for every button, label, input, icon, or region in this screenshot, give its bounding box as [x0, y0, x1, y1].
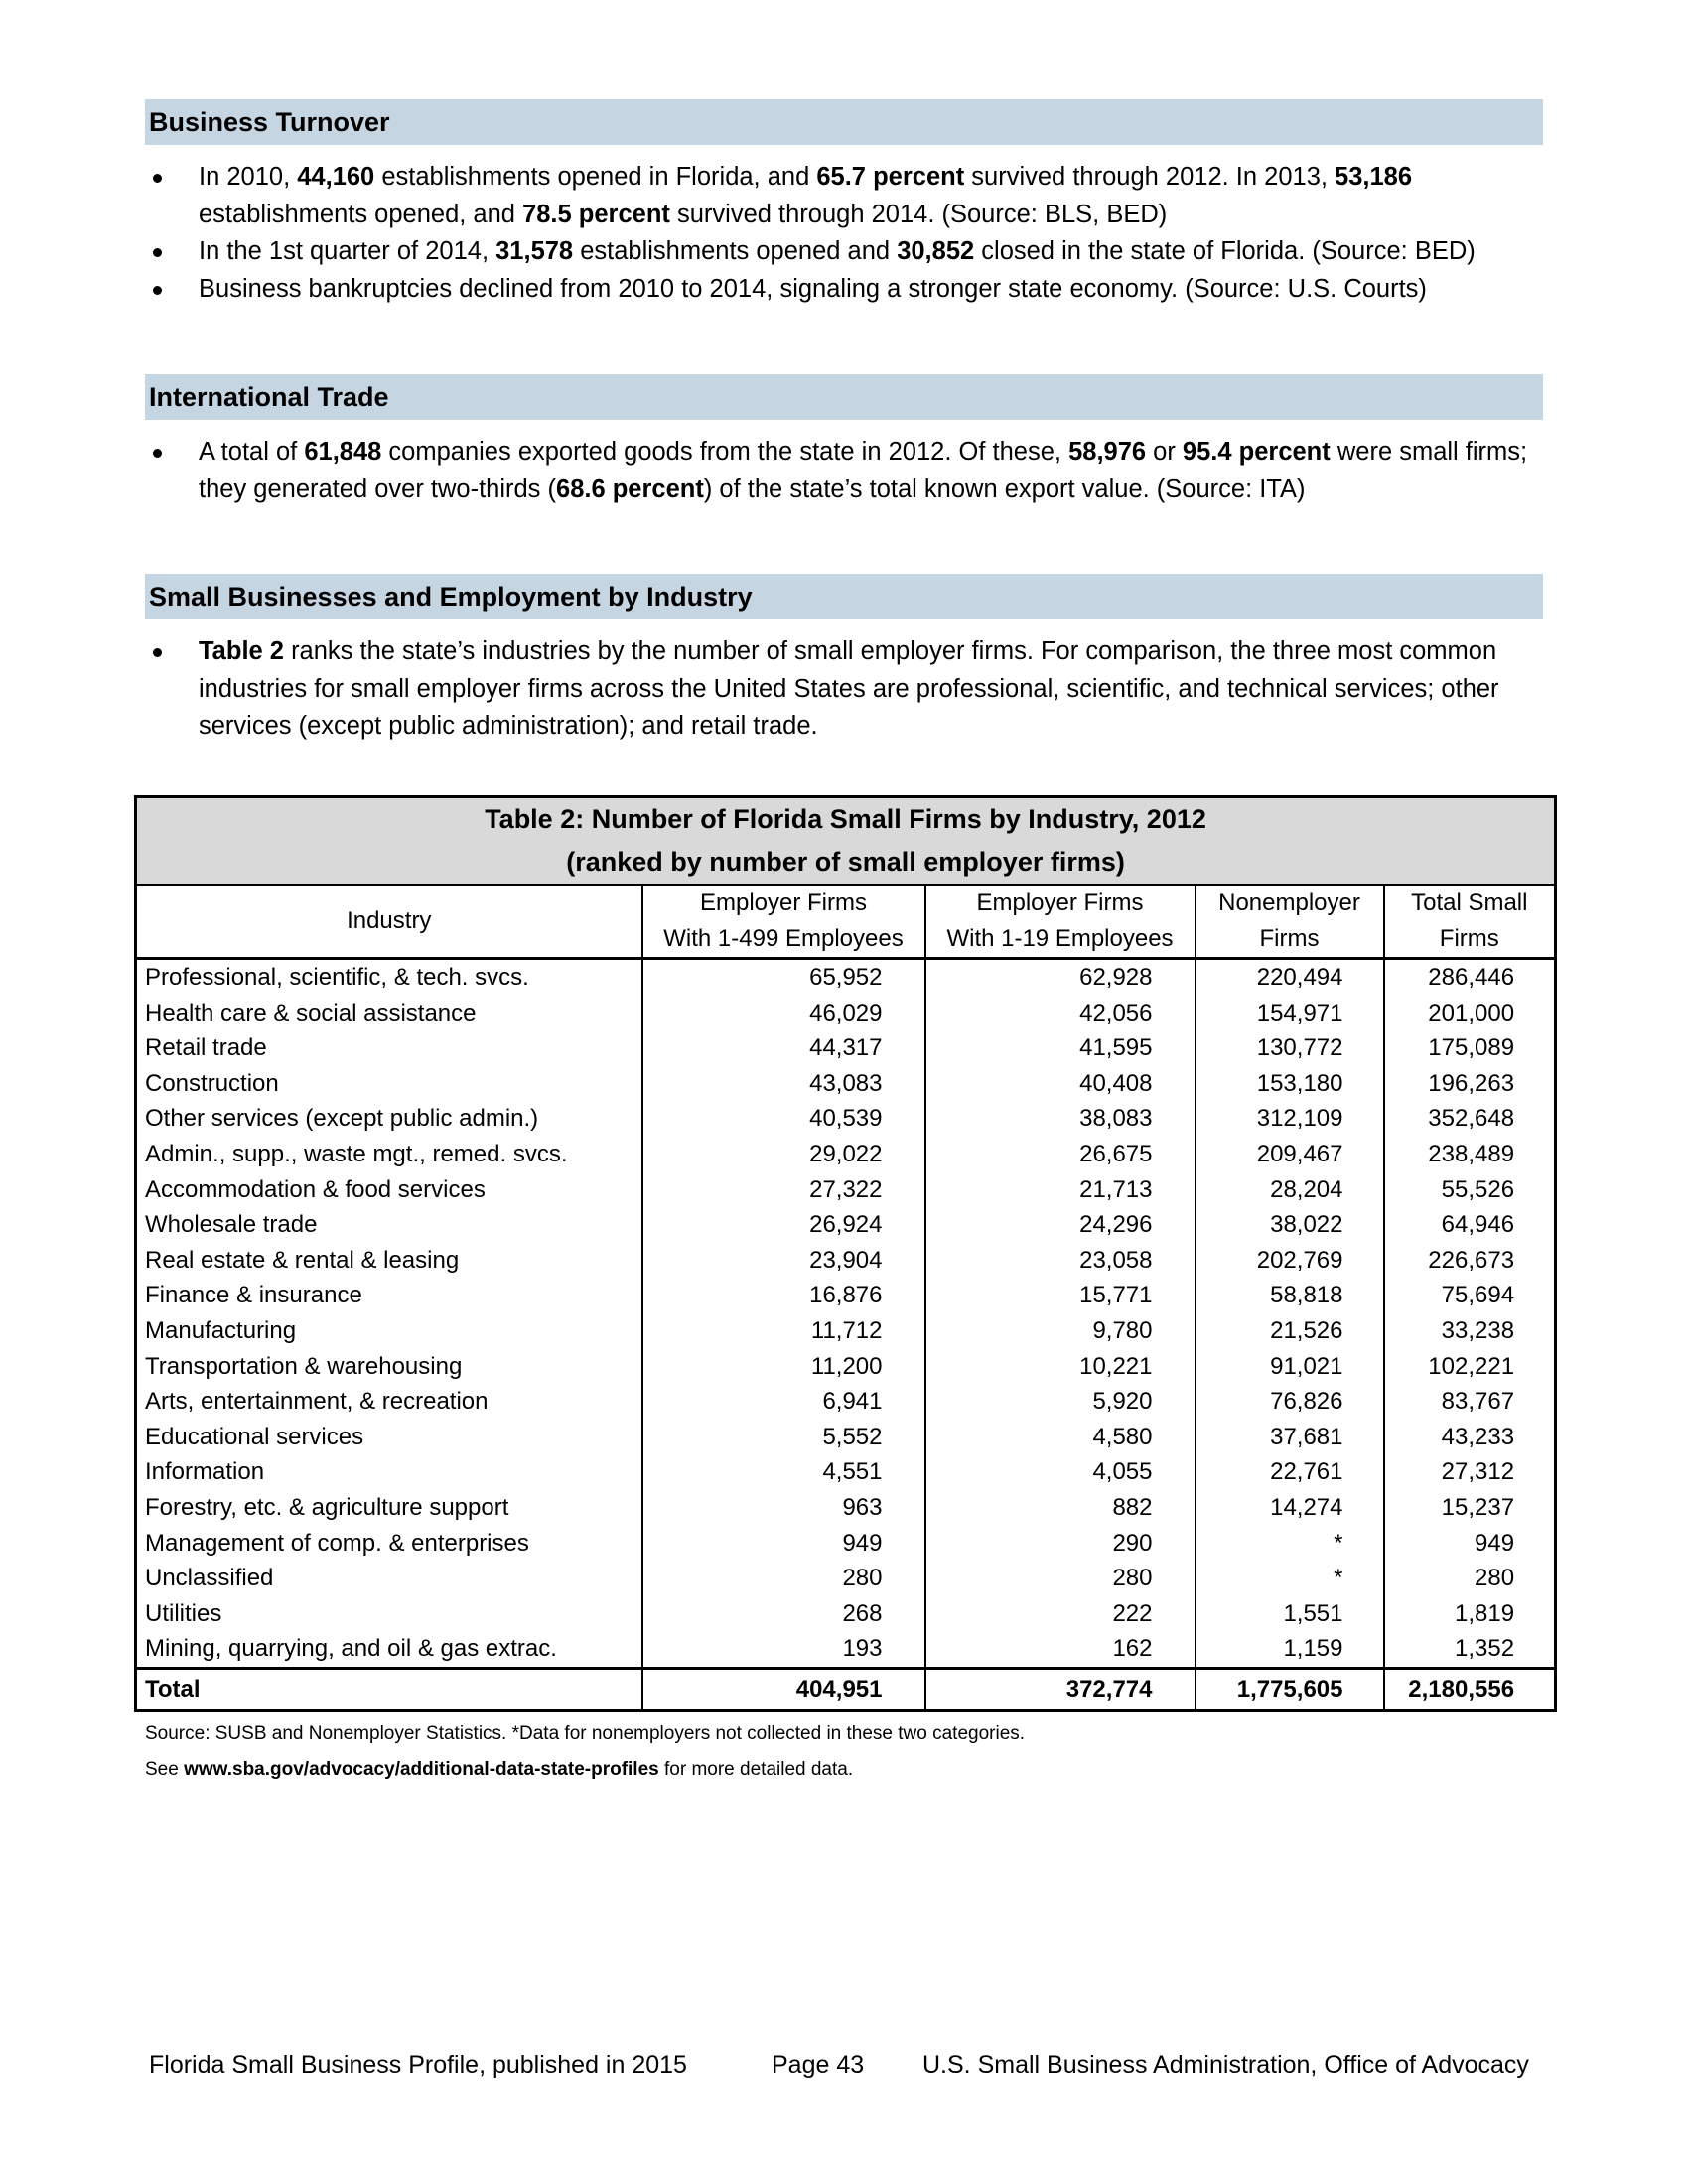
column-header-industry: Industry: [136, 885, 642, 959]
table-row: [136, 1137, 1556, 1172]
industry-cell: Information: [136, 1454, 642, 1490]
industry-cell: Utilities: [136, 1596, 642, 1632]
employer-1-19-cell: 24,296: [925, 1207, 1196, 1243]
industry-cell: Retail trade: [136, 1030, 642, 1066]
industry-cell: Professional, scientific, & tech. svcs.: [136, 959, 642, 996]
nonemployer-cell: 220,494: [1196, 959, 1384, 996]
total-small-cell: 27,312: [1384, 1454, 1556, 1490]
bullet-item: [145, 633, 1545, 746]
employer-1-19-cell: 23,058: [925, 1243, 1196, 1279]
employer-1-499-cell: 280: [642, 1561, 925, 1596]
table-title-line1: Table 2: Number of Florida Small Firms by Industry, 2012: [485, 804, 1206, 834]
table-row: [136, 1243, 1556, 1279]
employer-1-19-cell: 15,771: [925, 1278, 1196, 1313]
table-row: [136, 1207, 1556, 1243]
see-prefix: See: [145, 1759, 185, 1780]
footer-publication: Florida Small Business Profile, published in 2015: [149, 2051, 687, 2079]
highlighted-value: 31,578: [495, 237, 574, 265]
total-small-cell: 201,000: [1384, 996, 1556, 1031]
employer-1-499-cell: 26,924: [642, 1207, 925, 1243]
highlighted-value: 95.4 percent: [1182, 438, 1331, 466]
footer-publisher: U.S. Small Business Administration, Office of Advocacy: [922, 2051, 1529, 2079]
bullet-text: closed in the state of Florida. (Source: BED): [974, 237, 1476, 265]
table-row: [136, 1066, 1556, 1102]
state-profiles-link[interactable]: www.sba.gov/advocacy/additional-data-state-profiles: [184, 1759, 659, 1780]
highlighted-value: 68.6 percent: [556, 475, 704, 503]
employer-1-499-cell: 11,200: [642, 1349, 925, 1385]
table-row: [136, 1631, 1556, 1668]
column-header-employer-1-19: Employer Firms With 1-19 Employees: [925, 885, 1196, 959]
employer-1-19-cell: 40,408: [925, 1066, 1196, 1102]
section-heading-international-trade: International Trade: [145, 374, 1543, 420]
highlighted-value: 30,852: [897, 237, 975, 265]
bullet-icon: [153, 648, 162, 657]
employer-1-19-cell: 372,774: [925, 1668, 1196, 1710]
employer-1-499-cell: 27,322: [642, 1172, 925, 1208]
highlighted-value: Table 2: [199, 637, 284, 665]
business-turnover-bullets: [145, 159, 1545, 308]
nonemployer-cell: *: [1196, 1526, 1384, 1562]
table-row: [136, 1384, 1556, 1420]
industry-cell: Management of comp. & enterprises: [136, 1526, 642, 1562]
employer-1-499-cell: 16,876: [642, 1278, 925, 1313]
nonemployer-cell: 1,551: [1196, 1596, 1384, 1632]
total-small-cell: 43,233: [1384, 1420, 1556, 1455]
total-small-cell: 286,446: [1384, 959, 1556, 996]
employer-1-19-cell: 290: [925, 1526, 1196, 1562]
employer-1-499-cell: 11,712: [642, 1313, 925, 1349]
bullet-text: ranks the state’s industries by the number of small employer firms. For comparison, the three most common industries for small employer firms across the United States are professional, scientific, and technical services; other services (except public administration); and retail trade.: [199, 637, 1499, 740]
employer-1-499-cell: 46,029: [642, 996, 925, 1031]
footer-page-number: Page 43: [772, 2051, 865, 2079]
table-total-row: [136, 1668, 1556, 1710]
employer-1-499-cell: 949: [642, 1526, 925, 1562]
employer-1-19-cell: 280: [925, 1561, 1196, 1596]
total-small-cell: 75,694: [1384, 1278, 1556, 1313]
nonemployer-cell: 153,180: [1196, 1066, 1384, 1102]
bullet-icon: [153, 248, 162, 257]
employer-1-19-cell: 62,928: [925, 959, 1196, 996]
bullet-text: or: [1146, 438, 1183, 466]
nonemployer-cell: 22,761: [1196, 1454, 1384, 1490]
table-row: [136, 1490, 1556, 1526]
column-header-employer-1-499: Employer Firms With 1-499 Employees: [642, 885, 925, 959]
industry-cell: Construction: [136, 1066, 642, 1102]
industry-cell: Mining, quarrying, and oil & gas extrac.: [136, 1631, 642, 1668]
industry-cell: Total: [136, 1668, 642, 1710]
bullet-text: establishments opened and: [573, 237, 898, 265]
bullet-text: were small firms; they generated over two-thirds (: [199, 438, 1528, 503]
industry-cell: Unclassified: [136, 1561, 642, 1596]
bullet-item: [145, 271, 1545, 309]
table-row: [136, 1278, 1556, 1313]
total-small-cell: 64,946: [1384, 1207, 1556, 1243]
employer-1-19-cell: 5,920: [925, 1384, 1196, 1420]
nonemployer-cell: 1,775,605: [1196, 1668, 1384, 1710]
employer-1-19-cell: 41,595: [925, 1030, 1196, 1066]
nonemployer-cell: 14,274: [1196, 1490, 1384, 1526]
column-header-total-small: Total Small Firms: [1384, 885, 1556, 959]
bullet-text: ) of the state’s total known export value. (Source: ITA): [703, 475, 1306, 503]
bullet-text: establishments opened, and: [199, 200, 523, 228]
bullet-icon: [153, 449, 162, 458]
employer-1-19-cell: 9,780: [925, 1313, 1196, 1349]
total-small-cell: 196,263: [1384, 1066, 1556, 1102]
employer-1-499-cell: 29,022: [642, 1137, 925, 1172]
highlighted-value: 53,186: [1335, 163, 1413, 191]
employer-1-499-cell: 268: [642, 1596, 925, 1632]
employer-1-499-cell: 43,083: [642, 1066, 925, 1102]
total-small-cell: 15,237: [1384, 1490, 1556, 1526]
total-small-cell: 102,221: [1384, 1349, 1556, 1385]
employer-1-499-cell: 404,951: [642, 1668, 925, 1710]
bullet-text: survived through 2014. (Source: BLS, BED): [669, 200, 1168, 228]
employer-1-19-cell: 42,056: [925, 996, 1196, 1031]
employer-1-499-cell: 40,539: [642, 1101, 925, 1137]
employer-1-19-cell: 4,055: [925, 1454, 1196, 1490]
industry-cell: Finance & insurance: [136, 1278, 642, 1313]
bullet-item: [145, 434, 1545, 508]
total-small-cell: 175,089: [1384, 1030, 1556, 1066]
employer-1-499-cell: 963: [642, 1490, 925, 1526]
section-heading-business-turnover: Business Turnover: [145, 99, 1543, 145]
employer-1-19-cell: 38,083: [925, 1101, 1196, 1137]
employer-1-499-cell: 5,552: [642, 1420, 925, 1455]
table-row: [136, 996, 1556, 1031]
employer-1-499-cell: 65,952: [642, 959, 925, 996]
employer-1-499-cell: 23,904: [642, 1243, 925, 1279]
total-small-cell: 352,648: [1384, 1101, 1556, 1137]
highlighted-value: 44,160: [297, 163, 375, 191]
nonemployer-cell: 154,971: [1196, 996, 1384, 1031]
industry-cell: Wholesale trade: [136, 1207, 642, 1243]
nonemployer-cell: 58,818: [1196, 1278, 1384, 1313]
bullet-text: establishments opened in Florida, and: [374, 163, 817, 191]
small-business-industry-bullets: [145, 633, 1545, 746]
total-small-cell: 238,489: [1384, 1137, 1556, 1172]
industry-cell: Accommodation & food services: [136, 1172, 642, 1208]
nonemployer-cell: 28,204: [1196, 1172, 1384, 1208]
employer-1-499-cell: 4,551: [642, 1454, 925, 1490]
table-row: [136, 1030, 1556, 1066]
industry-cell: Health care & social assistance: [136, 996, 642, 1031]
nonemployer-cell: 38,022: [1196, 1207, 1384, 1243]
industry-cell: Admin., supp., waste mgt., remed. svcs.: [136, 1137, 642, 1172]
table-row: [136, 959, 1556, 996]
nonemployer-cell: 76,826: [1196, 1384, 1384, 1420]
highlighted-value: 78.5 percent: [522, 200, 670, 228]
bullet-icon: [153, 286, 162, 295]
employer-1-19-cell: 4,580: [925, 1420, 1196, 1455]
table-title: [136, 797, 1556, 886]
nonemployer-cell: *: [1196, 1561, 1384, 1596]
table-title-line2: (ranked by number of small employer firms): [566, 847, 1125, 877]
industry-cell: Transportation & warehousing: [136, 1349, 642, 1385]
bullet-text: In 2010,: [199, 163, 298, 191]
bullet-icon: [153, 174, 162, 183]
bullet-text: survived through 2012. In 2013,: [964, 163, 1336, 191]
nonemployer-cell: 312,109: [1196, 1101, 1384, 1137]
table-row: [136, 1526, 1556, 1562]
bullet-text: Business bankruptcies declined from 2010 to 2014, signaling a stronger state economy. (Source: U.S. Courts): [199, 274, 1427, 303]
employer-1-499-cell: 44,317: [642, 1030, 925, 1066]
nonemployer-cell: 1,159: [1196, 1631, 1384, 1668]
table-see-note: [145, 1759, 853, 1781]
international-trade-bullets: [145, 434, 1545, 508]
industry-cell: Arts, entertainment, & recreation: [136, 1384, 642, 1420]
highlighted-value: 65.7 percent: [816, 163, 965, 191]
total-small-cell: 949: [1384, 1526, 1556, 1562]
employer-1-19-cell: 162: [925, 1631, 1196, 1668]
column-header-nonemployer: Nonemployer Firms: [1196, 885, 1384, 959]
table-row: [136, 1561, 1556, 1596]
total-small-cell: 1,819: [1384, 1596, 1556, 1632]
table-row: [136, 1313, 1556, 1349]
employer-1-19-cell: 222: [925, 1596, 1196, 1632]
total-small-cell: 1,352: [1384, 1631, 1556, 1668]
bullet-text: companies exported goods from the state in 2012. Of these,: [381, 438, 1069, 466]
table-row: [136, 1454, 1556, 1490]
table-source-note: Source: SUSB and Nonemployer Statistics. *Data for nonemployers not collected in these two categories.: [145, 1723, 1026, 1744]
total-small-cell: 83,767: [1384, 1384, 1556, 1420]
industry-cell: Forestry, etc. & agriculture support: [136, 1490, 642, 1526]
total-small-cell: 33,238: [1384, 1313, 1556, 1349]
highlighted-value: 58,976: [1068, 438, 1147, 466]
industry-cell: Manufacturing: [136, 1313, 642, 1349]
employer-1-499-cell: 6,941: [642, 1384, 925, 1420]
industry-cell: Educational services: [136, 1420, 642, 1455]
employer-1-19-cell: 882: [925, 1490, 1196, 1526]
table-row: [136, 1172, 1556, 1208]
highlighted-value: 61,848: [304, 438, 382, 466]
nonemployer-cell: 37,681: [1196, 1420, 1384, 1455]
employer-1-19-cell: 26,675: [925, 1137, 1196, 1172]
total-small-cell: 2,180,556: [1384, 1668, 1556, 1710]
bullet-text: A total of: [199, 438, 305, 466]
section-heading-small-business-industry: Small Businesses and Employment by Industry: [145, 574, 1543, 619]
see-suffix: for more detailed data.: [658, 1759, 854, 1780]
bullet-item: [145, 233, 1545, 271]
nonemployer-cell: 21,526: [1196, 1313, 1384, 1349]
table-row: [136, 1101, 1556, 1137]
table-row: [136, 1349, 1556, 1385]
table-row: [136, 1596, 1556, 1632]
total-small-cell: 226,673: [1384, 1243, 1556, 1279]
nonemployer-cell: 91,021: [1196, 1349, 1384, 1385]
nonemployer-cell: 130,772: [1196, 1030, 1384, 1066]
employer-1-19-cell: 21,713: [925, 1172, 1196, 1208]
table-body: [136, 959, 1556, 1711]
employer-1-19-cell: 10,221: [925, 1349, 1196, 1385]
table-row: [136, 1420, 1556, 1455]
total-small-cell: 280: [1384, 1561, 1556, 1596]
industry-cell: Other services (except public admin.): [136, 1101, 642, 1137]
total-small-cell: 55,526: [1384, 1172, 1556, 1208]
florida-small-firms-table: [134, 795, 1557, 1712]
bullet-item: [145, 159, 1545, 233]
nonemployer-cell: 209,467: [1196, 1137, 1384, 1172]
nonemployer-cell: 202,769: [1196, 1243, 1384, 1279]
employer-1-499-cell: 193: [642, 1631, 925, 1668]
bullet-text: In the 1st quarter of 2014,: [199, 237, 496, 265]
industry-cell: Real estate & rental & leasing: [136, 1243, 642, 1279]
